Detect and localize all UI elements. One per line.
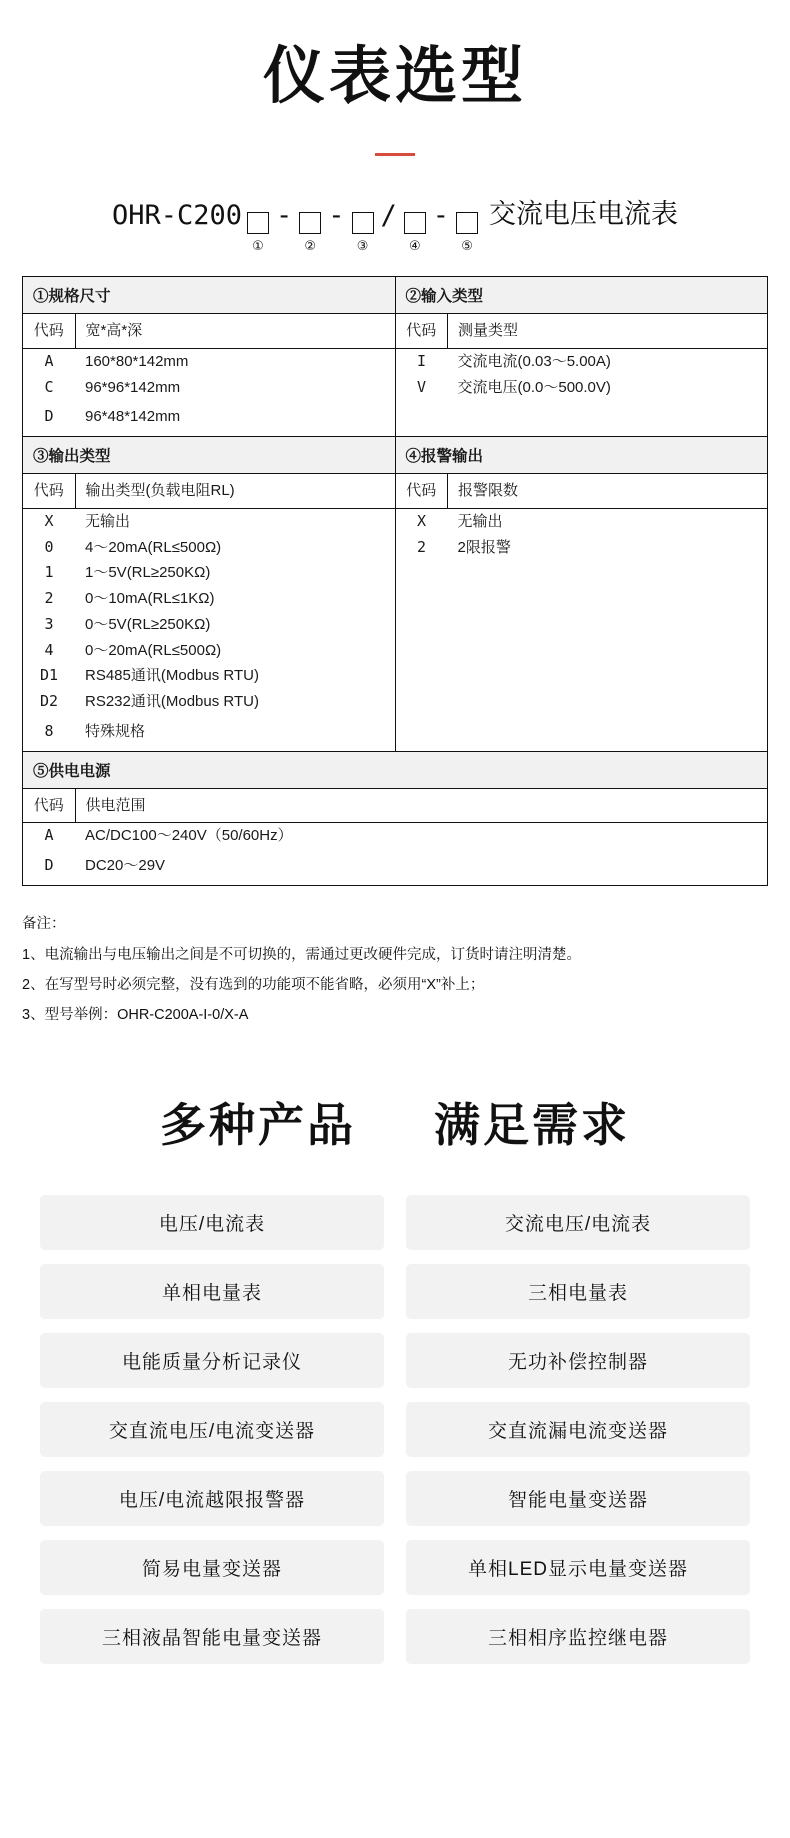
section2-body xyxy=(395,314,768,437)
section1-col-value: 宽*高*深 xyxy=(75,314,395,348)
model-separator-1-wrap xyxy=(274,200,294,254)
model-separator-1: - xyxy=(275,200,293,231)
section2-col-value: 测量类型 xyxy=(448,314,768,348)
section1-row1-code: C xyxy=(44,377,54,396)
products-heading-left: 多种产品 xyxy=(159,1097,356,1152)
section2-row1-value: 交流电压(0.0～500.0V) xyxy=(457,378,611,396)
section3-col-code: 代码 xyxy=(23,474,75,508)
products-heading-right: 满足需求 xyxy=(434,1097,631,1152)
slot-number-1: ① xyxy=(252,239,264,254)
section3-row7-code: D2 xyxy=(39,692,59,710)
model-separator-3: / xyxy=(380,200,397,231)
section5-col-code: 代码 xyxy=(23,789,75,823)
table-row xyxy=(396,348,768,374)
section2-row1-code: V xyxy=(416,377,427,396)
notes-block xyxy=(22,910,768,1031)
section3-row5-code: 4 xyxy=(44,640,54,659)
model-separator-4: - xyxy=(432,200,450,231)
section1-row2-code: D xyxy=(44,407,54,426)
section5-header: ⑤供电电源 xyxy=(23,751,768,788)
model-slot-5[interactable] xyxy=(451,212,483,254)
section5-body xyxy=(23,788,768,885)
table-spacer-row xyxy=(396,400,768,408)
section1-inner-table xyxy=(23,314,395,436)
section4-row1-value: 2限报警 xyxy=(457,538,511,556)
section3-row0-code: X xyxy=(44,511,54,530)
section3-row5-value: 0～20mA(RL≤500Ω) xyxy=(85,641,222,659)
model-separator-2: - xyxy=(328,200,345,231)
products-heading xyxy=(0,1089,790,1155)
section1-column-headers xyxy=(23,314,395,348)
product-item-10[interactable]: 智能电量变送器 xyxy=(406,1471,750,1526)
product-item-5[interactable]: 电能质量分析记录仪 xyxy=(40,1333,384,1388)
section5-row0-code: A xyxy=(44,826,54,845)
section3-row6-code: D1 xyxy=(39,666,59,685)
note-item-1: 1、电流输出与电压输出之间是不可切换的，需通过更改硬件完成，订货时请注明清楚。 xyxy=(22,947,582,964)
table-row xyxy=(23,400,395,436)
table-row xyxy=(23,612,395,638)
product-grid xyxy=(40,1195,750,1664)
section2-row0-code: I xyxy=(416,351,427,370)
section3-row4-code: 3 xyxy=(44,614,54,633)
section2-inner-table xyxy=(396,314,768,408)
section5-row0-value: AC/DC100～240V（50/60Hz） xyxy=(85,827,293,845)
section1-row0-value: 160*80*142mm xyxy=(85,352,189,370)
notes-title: 备注： xyxy=(22,915,66,932)
title-divider xyxy=(375,153,415,156)
section5-col-value: 供电范围 xyxy=(75,789,767,823)
product-item-12[interactable]: 单相LED显示电量变送器 xyxy=(406,1540,750,1595)
section3-row8-value: 特殊规格 xyxy=(85,722,146,740)
section2-spacer-value xyxy=(448,400,768,408)
table-row xyxy=(23,586,395,612)
section3-row3-code: 2 xyxy=(44,589,54,607)
model-separator-2-wrap xyxy=(326,200,346,254)
table-row xyxy=(23,638,395,664)
section2-column-headers xyxy=(396,314,768,348)
section5-inner-table xyxy=(23,789,767,885)
slot-number-5: ⑤ xyxy=(461,239,473,254)
note-item-3: 3、型号举例：OHR-C200A-I-0/X-A xyxy=(22,1006,249,1023)
table-row xyxy=(23,560,395,586)
section1-row1-value: 96*96*142mm xyxy=(85,378,181,396)
section4-row1-code: 2 xyxy=(416,537,427,556)
model-prefix-wrap xyxy=(112,200,242,254)
section3-row2-value: 1～5V(RL≥250KΩ) xyxy=(85,564,211,582)
spec-section-header-row-2 xyxy=(23,437,768,474)
product-item-2[interactable]: 交流电压/电流表 xyxy=(406,1195,750,1250)
product-item-14[interactable]: 三相相序监控继电器 xyxy=(406,1609,750,1664)
model-slot-4[interactable] xyxy=(399,212,431,254)
model-slot-1[interactable] xyxy=(242,212,274,254)
section3-row1-code: 0 xyxy=(44,537,54,556)
model-separator-4-wrap xyxy=(431,200,451,254)
section1-row0-code: A xyxy=(44,351,54,370)
section4-column-headers xyxy=(396,474,768,508)
section2-row0-value: 交流电流(0.03～5.00A) xyxy=(457,352,611,370)
table-row xyxy=(396,375,768,401)
slot-number-3: ③ xyxy=(356,239,369,254)
slot-box-3[interactable] xyxy=(352,212,374,234)
table-row xyxy=(396,508,768,534)
model-suffix: 交流电压电流表 xyxy=(489,199,679,230)
specification-table xyxy=(22,276,768,886)
bottom-spacer xyxy=(0,1664,790,1724)
section3-row8-code: 8 xyxy=(44,721,54,740)
section1-body xyxy=(23,314,396,437)
page-title: 仪表选型 xyxy=(262,39,527,112)
table-row xyxy=(23,715,395,751)
table-row xyxy=(23,375,395,401)
table-row xyxy=(23,348,395,374)
section3-row2-code: 1 xyxy=(44,563,54,582)
slot-number-2: ② xyxy=(304,239,317,254)
section5-row1-code: D xyxy=(44,856,54,874)
table-row xyxy=(23,823,767,849)
section3-row1-value: 4～20mA(RL≤500Ω) xyxy=(85,538,222,556)
section3-inner-table xyxy=(23,474,395,751)
section4-row0-code: X xyxy=(416,511,427,530)
table-row xyxy=(23,535,395,561)
section4-body xyxy=(395,474,768,752)
slot-box-2[interactable] xyxy=(299,212,321,234)
section4-row0-value: 无输出 xyxy=(457,512,503,530)
section2-spacer-code xyxy=(396,400,448,408)
table-row xyxy=(23,689,395,715)
product-item-11[interactable]: 简易电量变送器 xyxy=(40,1540,384,1595)
spec-body-row-1 xyxy=(23,314,768,437)
table-row xyxy=(23,508,395,534)
section2-header: ②输入类型 xyxy=(395,277,768,314)
product-item-7[interactable]: 交直流电压/电流变送器 xyxy=(40,1402,384,1457)
section4-header: ④报警输出 xyxy=(395,437,768,474)
section5-column-headers xyxy=(23,789,767,823)
product-item-8[interactable]: 交直流漏电流变送器 xyxy=(406,1402,750,1457)
spec-body-row-3 xyxy=(23,788,768,885)
product-item-6[interactable]: 无功补偿控制器 xyxy=(406,1333,750,1388)
model-suffix-wrap xyxy=(483,192,678,254)
model-code-line xyxy=(0,192,790,254)
product-item-13[interactable]: 三相液晶智能电量变送器 xyxy=(40,1609,384,1664)
section4-inner-table xyxy=(396,474,768,560)
table-row xyxy=(23,849,767,885)
slot-box-4[interactable] xyxy=(404,212,426,234)
model-prefix: OHR-C200 xyxy=(111,200,242,231)
product-item-4[interactable]: 三相电量表 xyxy=(406,1264,750,1319)
section3-row6-value: RS485通讯(Modbus RTU) xyxy=(85,667,259,685)
section3-header: ③输出类型 xyxy=(23,437,396,474)
product-item-1[interactable]: 电压/电流表 xyxy=(40,1195,384,1250)
model-slot-2[interactable] xyxy=(294,212,326,254)
table-row xyxy=(23,663,395,689)
note-item-2: 2、在写型号时必须完整，没有选到的功能项不能省略，必须用“X”补上； xyxy=(22,977,485,994)
section3-row0-value: 无输出 xyxy=(85,512,131,530)
section3-row4-value: 0～5V(RL≥250KΩ) xyxy=(85,615,211,633)
section4-col-value: 报警限数 xyxy=(448,474,768,508)
section3-col-value: 输出类型(负载电阻RL) xyxy=(75,474,395,508)
section5-row1-value: DC20～29V xyxy=(85,857,166,874)
model-separator-3-wrap xyxy=(379,200,399,254)
product-item-9[interactable]: 电压/电流越限报警器 xyxy=(40,1471,384,1526)
section1-col-code: 代码 xyxy=(23,314,75,348)
slot-box-5[interactable] xyxy=(456,212,478,234)
section3-row3-value: 0～10mA(RL≤1KΩ) xyxy=(85,590,215,607)
spec-section-header-row-3 xyxy=(23,751,768,788)
section4-col-code: 代码 xyxy=(396,474,448,508)
section1-row2-value: 96*48*142mm xyxy=(85,408,181,426)
section1-header: ①规格尺寸 xyxy=(23,277,396,314)
section2-col-code: 代码 xyxy=(396,314,448,348)
slot-number-4: ④ xyxy=(408,239,421,254)
section3-row7-value: RS232通讯(Modbus RTU) xyxy=(85,693,259,710)
section3-column-headers xyxy=(23,474,395,508)
model-slot-3[interactable] xyxy=(347,212,379,254)
spec-section-header-row-1 xyxy=(23,277,768,314)
table-row xyxy=(396,535,768,561)
section3-body xyxy=(23,474,396,752)
product-item-3[interactable]: 单相电量表 xyxy=(40,1264,384,1319)
spec-body-row-2 xyxy=(23,474,768,752)
slot-box-1[interactable] xyxy=(247,212,269,234)
